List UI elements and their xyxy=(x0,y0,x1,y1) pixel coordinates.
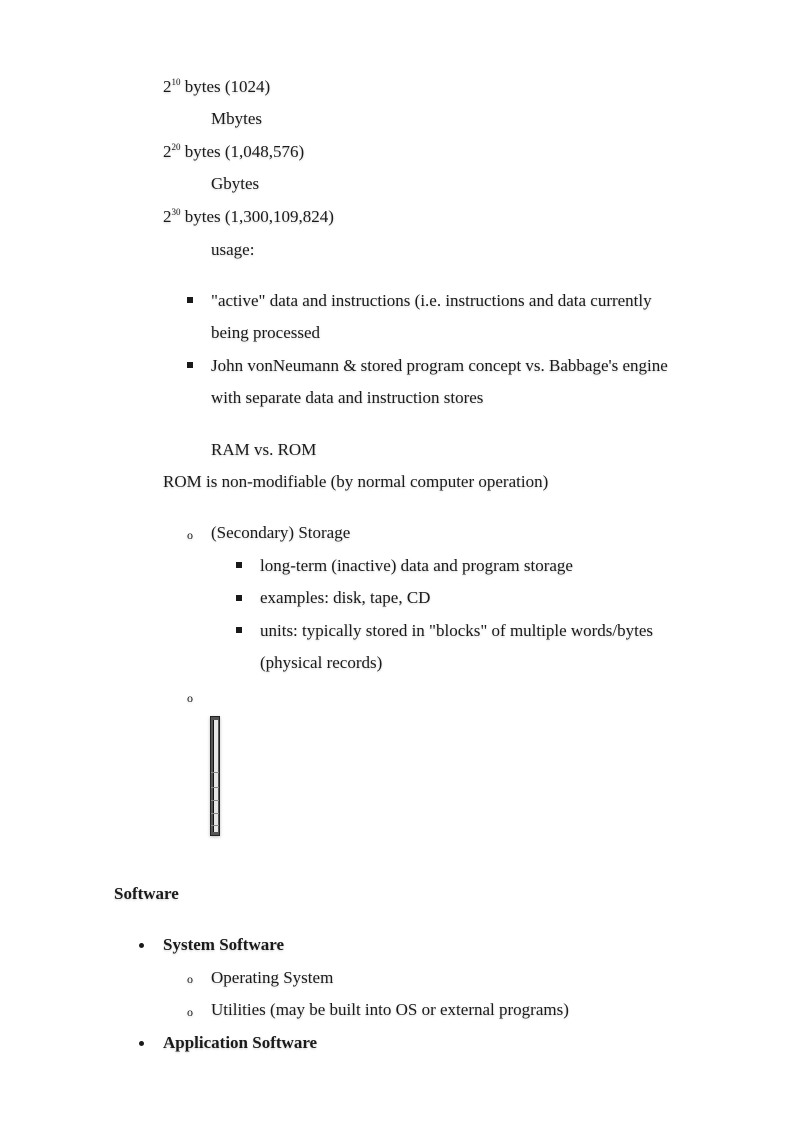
device-segment xyxy=(211,800,219,801)
gb-line xyxy=(163,206,334,228)
storage-heading: (Secondary) Storage xyxy=(211,523,351,542)
device-slot xyxy=(213,720,218,832)
storage-device-image xyxy=(210,716,220,836)
circle-bullet-icon: o xyxy=(187,691,193,705)
system-software-label: System Software xyxy=(163,935,285,954)
device-segment xyxy=(211,825,219,826)
usage-item-2-line2: with separate data and instruction stores xyxy=(211,388,484,407)
system-item-2: Utilities (may be built into OS or external programs) xyxy=(211,1000,569,1019)
storage-item-2: examples: disk, tape, CD xyxy=(260,588,431,607)
device-segment xyxy=(211,772,219,773)
kb-line xyxy=(163,76,270,98)
device-segment xyxy=(211,813,219,814)
square-bullet-icon xyxy=(236,562,242,568)
mb-label: Mbytes xyxy=(211,109,262,128)
gb-label: Gbytes xyxy=(211,174,260,193)
rom-note: ROM is non-modifiable (by normal computer operation) xyxy=(163,472,549,491)
kb-text: bytes (1024) xyxy=(180,77,271,96)
mb-line xyxy=(163,141,304,163)
kb-base: 2 xyxy=(163,77,172,96)
square-bullet-icon xyxy=(236,595,242,601)
storage-item-1: long-term (inactive) data and program storage xyxy=(260,556,573,575)
device-segment xyxy=(211,787,219,788)
system-item-1: Operating System xyxy=(211,968,334,987)
gb-text: bytes (1,300,109,824) xyxy=(180,207,334,226)
usage-label: usage: xyxy=(211,240,255,259)
usage-item-1-line1: "active" data and instructions (i.e. instructions and data currently xyxy=(211,291,652,310)
bullet-dot-icon xyxy=(139,1041,144,1046)
ram-rom-heading: RAM vs. ROM xyxy=(211,440,317,459)
storage-item-3-line1: units: typically stored in "blocks" of multiple words/bytes xyxy=(260,621,654,640)
usage-item-1-line2: being processed xyxy=(211,323,321,342)
storage-item-3-line2: (physical records) xyxy=(260,653,383,672)
bullet-dot-icon xyxy=(139,943,144,948)
software-heading: Software xyxy=(114,884,179,903)
circle-bullet-icon: o xyxy=(187,972,193,986)
mb-text: bytes (1,048,576) xyxy=(180,142,305,161)
application-software-label: Application Software xyxy=(163,1033,318,1052)
square-bullet-icon xyxy=(187,362,193,368)
square-bullet-icon xyxy=(187,297,193,303)
gb-exponent: 30 xyxy=(171,207,181,217)
kb-exponent: 10 xyxy=(171,77,181,87)
mb-exponent: 20 xyxy=(171,142,181,152)
circle-bullet-icon: o xyxy=(187,528,193,542)
mb-base: 2 xyxy=(163,142,172,161)
circle-bullet-icon: o xyxy=(187,1005,193,1019)
square-bullet-icon xyxy=(236,627,242,633)
usage-item-2-line1: John vonNeumann & stored program concept vs. Babbage's engine xyxy=(211,356,668,375)
gb-base: 2 xyxy=(163,207,172,226)
